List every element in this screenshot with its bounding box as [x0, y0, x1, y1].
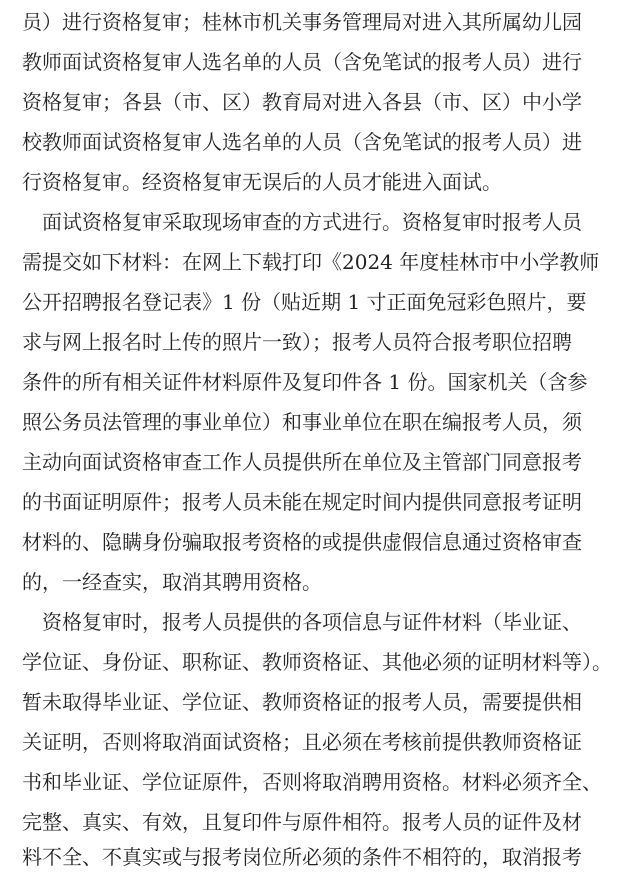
text-line: 关证明，否则将取消面试资格；且必须在考核前提供教师资格证 — [22, 730, 582, 754]
text-line: 教师面试资格复审人选名单的人员（含免笔试的报考人员）进行 — [22, 50, 582, 74]
text-line: 主动向面试资格审查工作人员提供所在单位及主管部门同意报考 — [22, 450, 582, 474]
text-line: 完整、真实、有效，且复印件与原件相符。报考人员的证件及材 — [22, 810, 582, 834]
text-line: 面试资格复审采取现场审查的方式进行。资格复审时报考人员 — [22, 210, 582, 234]
text-line: 资格复审；各县（市、区）教育局对进入各县（市、区）中小学 — [22, 90, 582, 114]
text-line: 学位证、身份证、职称证、教师资格证、其他必须的证明材料等）。 — [22, 650, 612, 674]
text-line: 书和毕业证、学位证原件，否则将取消聘用资格。材料必须齐全、 — [22, 770, 602, 794]
text-line: 校教师面试资格复审人选名单的人员（含免笔试的报考人员）进 — [22, 130, 582, 154]
text-line: 资格复审时，报考人员提供的各项信息与证件材料（毕业证、 — [22, 610, 582, 634]
text-line: 的书面证明原件；报考人员未能在规定时间内提供同意报考证明 — [22, 490, 582, 514]
text-line: 条件的所有相关证件材料原件及复印件各 1 份。国家机关（含参 — [22, 370, 588, 394]
text-line: 的，一经查实，取消其聘用资格。 — [22, 570, 322, 594]
text-line: 员）进行资格复审；桂林市机关事务管理局对进入其所属幼儿园 — [22, 10, 582, 34]
text-line: 料不全、不真实或与报考岗位所必须的条件不相符的，取消报考 — [22, 845, 582, 869]
text-line: 照公务员法管理的事业单位）和事业单位在职在编报考人员，须 — [22, 410, 582, 434]
text-line: 求与网上报名时上传的照片一致）；报考人员符合报考职位招聘 — [22, 330, 572, 354]
text-line: 行资格复审。经资格复审无误后的人员才能进入面试。 — [22, 170, 502, 194]
text-line: 公开招聘报名登记表》1 份（贴近期 1 寸正面免冠彩色照片，要 — [22, 290, 587, 314]
text-line: 材料的、隐瞒身份骗取报考资格的或提供虚假信息通过资格审查 — [22, 530, 582, 554]
text-line: 暂未取得毕业证、学位证、教师资格证的报考人员，需要提供相 — [22, 690, 582, 714]
text-line: 需提交如下材料：在网上下载打印《2024 年度桂林市中小学教师 — [22, 250, 600, 274]
